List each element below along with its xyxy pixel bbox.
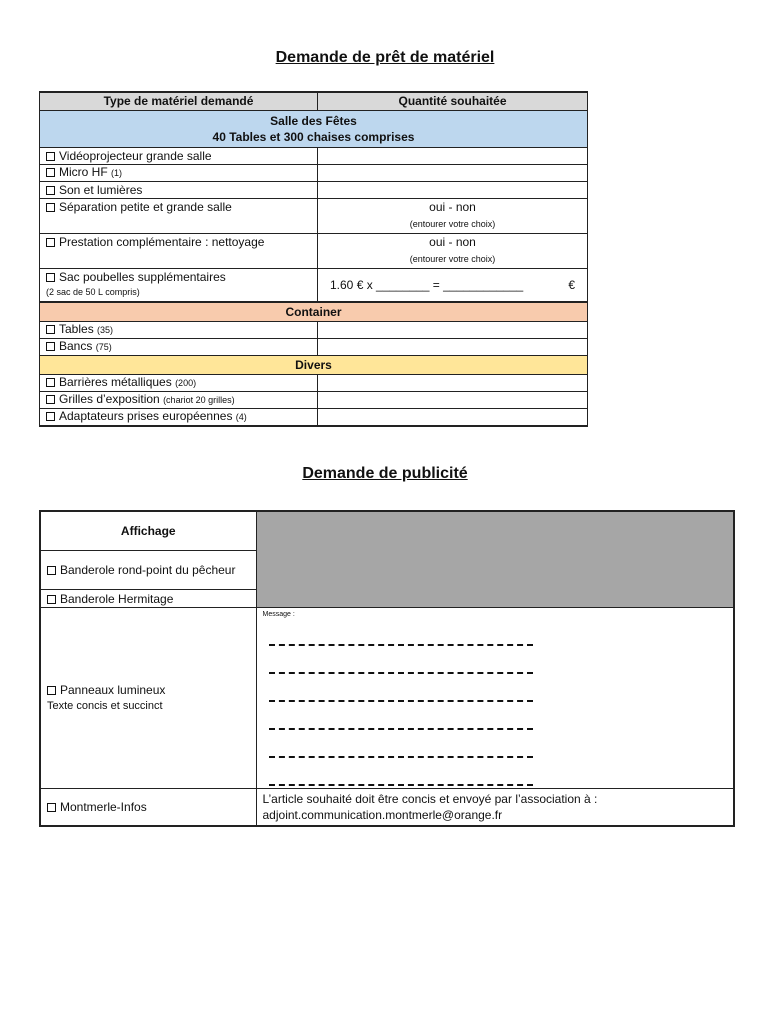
table-row xyxy=(40,148,588,165)
son-label: Son et lumières xyxy=(59,182,143,197)
separation-checkbox[interactable] xyxy=(46,203,55,212)
micro-note: (1) xyxy=(111,168,123,178)
grey-placeholder-cell xyxy=(256,511,734,608)
micro-checkbox[interactable] xyxy=(46,168,55,177)
montmerle-checkbox[interactable] xyxy=(47,803,56,812)
table-row xyxy=(40,322,588,339)
sac-note: (2 sac de 50 L compris) xyxy=(46,287,140,297)
bancs-label: Bancs xyxy=(59,339,93,353)
table-row xyxy=(40,392,588,409)
salle-subtitle: 40 Tables et 300 chaises comprises xyxy=(212,130,415,144)
banderole-rond-point-checkbox[interactable] xyxy=(47,566,56,575)
micro-qty-field[interactable] xyxy=(318,165,588,182)
tables-qty-field[interactable] xyxy=(318,322,588,339)
grilles-note: (chariot 20 grilles) xyxy=(163,395,235,405)
affichage-header: Affichage xyxy=(40,511,256,551)
barrieres-checkbox[interactable] xyxy=(46,378,55,387)
grilles-label: Grilles d’exposition xyxy=(59,392,160,406)
loan-form-title: Demande de prêt de matériel xyxy=(275,49,495,66)
adaptateurs-qty-field[interactable] xyxy=(318,409,588,427)
bancs-qty-field[interactable] xyxy=(318,339,588,356)
container-section-header xyxy=(40,302,588,322)
table-row xyxy=(40,199,588,234)
salle-section-header xyxy=(40,111,588,148)
col-type-header: Type de matériel demandé xyxy=(40,92,318,111)
separation-choice[interactable]: oui - non xyxy=(429,200,476,214)
table-row xyxy=(40,269,588,303)
barrieres-label: Barrières métalliques xyxy=(59,375,172,389)
son-checkbox[interactable] xyxy=(46,186,55,195)
videoproj-qty-field[interactable] xyxy=(318,148,588,165)
pub-form-title: Demande de publicité xyxy=(302,465,468,482)
table-row xyxy=(40,165,588,182)
loan-request-table xyxy=(39,91,588,427)
bancs-note: (75) xyxy=(95,342,112,352)
banderole-hermitage-checkbox[interactable] xyxy=(47,595,56,604)
divers-section-header xyxy=(40,356,588,375)
banderole-rond-point-label: Banderole rond-point du pêcheur xyxy=(60,563,236,577)
message-line[interactable] xyxy=(269,756,533,759)
banderole-hermitage-label: Banderole Hermitage xyxy=(60,591,174,606)
message-line[interactable] xyxy=(269,644,533,647)
grilles-qty-field[interactable] xyxy=(318,392,588,409)
adaptateurs-label: Adaptateurs prises européennes xyxy=(59,409,233,423)
barrieres-note: (200) xyxy=(175,378,197,388)
table-row xyxy=(40,182,588,199)
panneaux-checkbox[interactable] xyxy=(47,686,56,695)
separation-note: (entourer votre choix) xyxy=(409,219,496,229)
table-row xyxy=(40,234,588,269)
divers-title: Divers xyxy=(40,356,588,375)
col-qty-header: Quantité souhaitée xyxy=(318,92,588,111)
son-qty-field[interactable] xyxy=(318,182,588,199)
message-field[interactable] xyxy=(256,608,734,789)
montmerle-label: Montmerle-Infos xyxy=(60,800,147,814)
sac-currency: € xyxy=(568,277,575,292)
panneaux-label: Panneaux lumineux xyxy=(60,683,166,697)
nettoyage-checkbox[interactable] xyxy=(46,238,55,247)
videoproj-checkbox[interactable] xyxy=(46,152,55,161)
publicity-request-table xyxy=(39,510,735,827)
adaptateurs-note: (4) xyxy=(235,412,247,422)
table-row xyxy=(40,511,734,551)
bancs-checkbox[interactable] xyxy=(46,342,55,351)
tables-checkbox[interactable] xyxy=(46,325,55,334)
message-line[interactable] xyxy=(269,728,533,731)
message-line[interactable] xyxy=(269,700,533,703)
loan-table-header xyxy=(40,92,588,111)
message-line[interactable] xyxy=(269,672,533,675)
videoproj-label: Vidéoprojecteur grande salle xyxy=(59,148,212,163)
nettoyage-note: (entourer votre choix) xyxy=(409,254,496,264)
salle-title: Salle des Fêtes xyxy=(270,114,357,128)
nettoyage-label: Prestation complémentaire : nettoyage xyxy=(59,235,265,249)
montmerle-instructions: L’article souhaité doit être concis et envoyé par l’association à : adjoint.communication.montmerle@orange.fr xyxy=(256,789,734,827)
nettoyage-choice[interactable]: oui - non xyxy=(429,235,476,249)
barrieres-qty-field[interactable] xyxy=(318,375,588,392)
table-row xyxy=(40,339,588,356)
message-label: Message : xyxy=(262,611,295,618)
sac-checkbox[interactable] xyxy=(46,273,55,282)
table-row xyxy=(40,375,588,392)
table-row xyxy=(40,608,734,789)
table-row xyxy=(40,409,588,427)
adaptateurs-checkbox[interactable] xyxy=(46,412,55,421)
separation-label: Séparation petite et grande salle xyxy=(59,200,232,214)
container-title: Container xyxy=(40,302,588,322)
panneaux-subtitle: Texte concis et succinct xyxy=(47,700,163,712)
tables-label: Tables xyxy=(59,322,94,336)
tables-note: (35) xyxy=(97,325,114,335)
sac-price-formula[interactable]: 1.60 € x ________ = ____________ xyxy=(330,277,524,292)
micro-label: Micro HF xyxy=(59,165,108,179)
message-line[interactable] xyxy=(269,784,533,787)
table-row xyxy=(40,789,734,827)
grilles-checkbox[interactable] xyxy=(46,395,55,404)
sac-label: Sac poubelles supplémentaires xyxy=(59,270,226,284)
